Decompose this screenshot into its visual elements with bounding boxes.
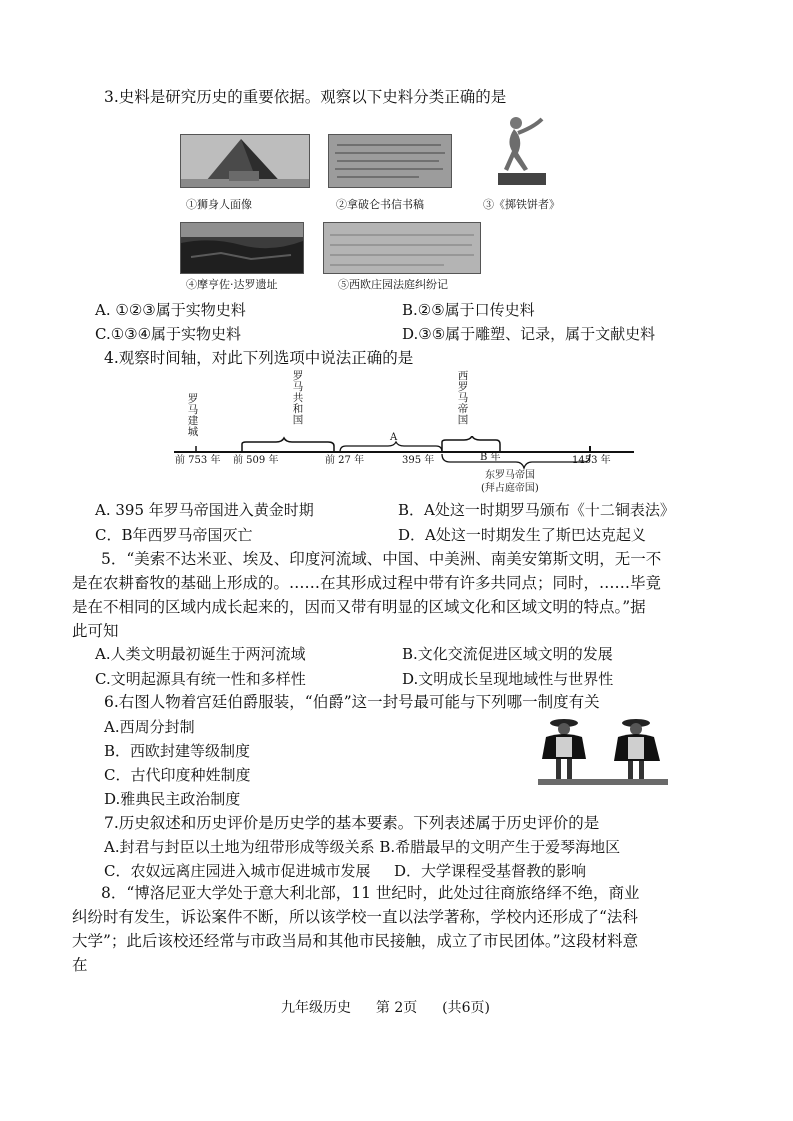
q7-options-a-b[interactable]: A.封君与封臣以土地为纽带形成等级关系 B.希腊最早的文明产生于爱琴海地区 <box>104 838 621 856</box>
q8-line-4: 在 <box>72 956 88 974</box>
q7-stem: 7.历史叙述和历史评价是历史学的基本要素。下列表述属于历史评价的是 <box>104 814 600 832</box>
page-footer <box>281 997 490 1017</box>
q3-stem: 3.史料是研究历史的重要依据。观察以下史料分类正确的是 <box>104 88 507 106</box>
caption-manor-court-record: ⑤西欧庄园法庭纠纷记 <box>338 278 448 291</box>
caption-sphinx: ①狮身人面像 <box>186 198 252 211</box>
mohenjo-daro-photo <box>180 222 304 274</box>
tick-27bc: 前 27 年 <box>325 455 365 466</box>
footer-subject: 九年级历史 <box>281 1000 351 1016</box>
q8-line-3: 大学”；此后该校还经常与市政当局和其他市民接触，成立了市民团体。”这段材料意 <box>72 932 639 950</box>
sphinx-photo <box>180 134 310 188</box>
q8-line-1: 8．“博洛尼亚大学处于意大利北部，11 世纪时，此处过往商旅络绎不绝，商业 <box>101 884 640 902</box>
q5-option-b[interactable]: B.文化交流促进区域文明的发展 <box>402 645 613 663</box>
q6-option-a[interactable]: A.西周分封制 <box>104 718 195 736</box>
label-byzantine: (拜占庭帝国) <box>481 483 539 494</box>
q3-option-a[interactable]: A. ①②③属于实物史料 <box>95 301 246 319</box>
tick-509bc: 前 509 年 <box>233 455 279 466</box>
q4-option-b[interactable]: B．A处这一时期罗马颁布《十二铜表法》 <box>398 501 675 519</box>
manuscript-photo <box>328 134 452 188</box>
label-rome-founded: 罗马建城 <box>187 393 199 438</box>
footer-page-number: 第 2页 <box>375 1000 418 1016</box>
tick-753bc: 前 753 年 <box>175 455 221 466</box>
q6-option-b[interactable]: B．西欧封建等级制度 <box>104 742 251 760</box>
tick-1453ad: 1453 年 <box>572 455 611 466</box>
caption-manuscript: ②拿破仑书信书稿 <box>336 198 424 211</box>
label-republic: 罗马共和国 <box>292 370 304 426</box>
q4-option-a[interactable]: A. 395 年罗马帝国进入黄金时期 <box>95 501 314 519</box>
q4-option-d[interactable]: D．A处这一时期发生了斯巴达克起义 <box>398 526 646 544</box>
q3-option-d[interactable]: D.③⑤属于雕塑、记录，属于文献史料 <box>402 325 656 343</box>
q5-option-a[interactable]: A.人类文明最初诞生于两河流域 <box>95 645 306 663</box>
q6-stem: 6.右图人物着宫廷伯爵服装，“伯爵”这一封号最可能与下列哪一制度有关 <box>104 693 600 711</box>
q3-option-c[interactable]: C.①③④属于实物史料 <box>95 325 242 343</box>
q4-stem: 4.观察时间轴，对此下列选项中说法正确的是 <box>104 349 414 367</box>
manor-court-record-photo <box>323 222 481 274</box>
label-a: A <box>390 432 398 443</box>
q4-option-c[interactable]: C．B年西罗马帝国灭亡 <box>95 526 253 544</box>
q3-option-b[interactable]: B.②⑤属于口传史料 <box>402 301 535 319</box>
q5-line-1: 5．“美索不达米亚、埃及、印度河流域、中国、中美洲、南美安第斯文明，无一不 <box>101 550 662 568</box>
q7-option-d[interactable]: D．大学课程受基督教的影响 <box>394 862 587 880</box>
tick-395ad: 395 年 <box>402 455 435 466</box>
label-eastern-empire: 东罗马帝国 <box>485 470 535 481</box>
caption-discobolus: ③《掷铁饼者》 <box>483 198 560 211</box>
q8-line-2: 纠纷时有发生，诉讼案件不断，所以该学校一直以法学著称，学校内还形成了“法科 <box>72 908 638 926</box>
q6-option-c[interactable]: C．古代印度种姓制度 <box>104 766 251 784</box>
label-b: B 年 <box>480 452 501 463</box>
q5-line-4: 此可知 <box>72 622 119 640</box>
q5-line-2: 是在农耕畜牧的基础上形成的。……在其形成过程中带有许多共同点；同时，……毕竟 <box>72 574 662 592</box>
discobolus-photo <box>494 113 550 187</box>
label-western-empire: 西罗马帝国 <box>457 370 469 426</box>
q5-option-c[interactable]: C.文明起源具有统一性和多样性 <box>95 670 306 688</box>
court-earl-costume-photo <box>538 715 668 785</box>
q5-option-d[interactable]: D.文明成长呈现地域性与世界性 <box>402 670 614 688</box>
footer-total-pages: (共6页) <box>442 1000 491 1016</box>
q6-option-d[interactable]: D.雅典民主政治制度 <box>104 790 241 808</box>
caption-mohenjo-daro: ④摩亨佐·达罗遗址 <box>186 278 278 291</box>
q5-line-3: 是在不相同的区域内成长起来的，因而又带有明显的区域文化和区域文明的特点。”据 <box>72 598 646 616</box>
q7-option-c[interactable]: C．农奴远离庄园进入城市促进城市发展 <box>104 862 371 880</box>
